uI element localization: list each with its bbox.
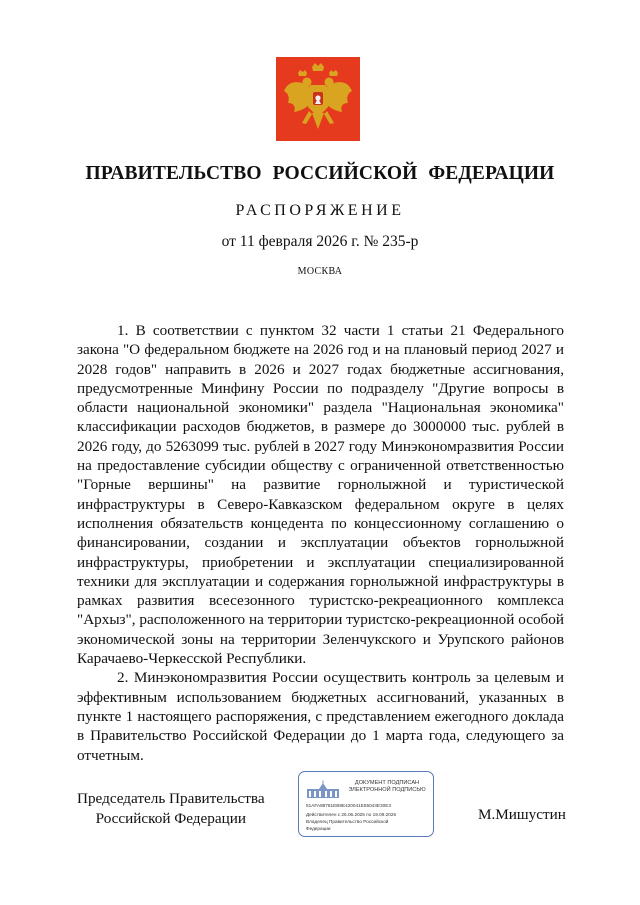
signatory-name: М.Мишустин — [478, 806, 566, 823]
stamp-owner-line2: Федерации — [306, 826, 331, 831]
stamp-building-icon — [305, 780, 341, 800]
stamp-owner-line1: Владелец Правительство Российской — [306, 819, 389, 824]
document-city: МОСКВА — [297, 266, 343, 277]
stamp-title-line1: ДОКУМЕНТ ПОДПИСАН — [354, 780, 420, 786]
stamp-certificate: 51AFA88781EB9E420041E55043E30E3 — [306, 803, 391, 808]
stamp-title — [343, 780, 431, 794]
government-title: ПРАВИТЕЛЬСТВО РОССИЙСКОЙ ФЕДЕРАЦИИ — [85, 163, 555, 184]
stamp-title-line2: ЭЛЕКТРОННОЙ ПОДПИСЬЮ — [348, 787, 426, 793]
document-type: РАСПОРЯЖЕНИЕ — [235, 202, 405, 219]
signatory-position-line1: Председатель Правительства — [77, 790, 265, 807]
paragraph-1: 1. В соответствии с пунктом 32 части 1 статьи 21 Федерального закона "О федеральном бюджете на 2026 год и на плановый период 2027 и 2028 годов" направить в 2026 и 2027 годах бюджетные ассигнования, предусмотренные Минфину России по подразделу "Другие вопросы в области национальной экономики" раздела "Национальная экономика" классификации расходов бюджетов, в размере до 3000000 тыс. рублей в 2026 году, до 5263099 тыс. рублей в 2027 году Минэкономразвития России на предоставление субсидии обществу с ограниченной ответственностью "Горные вершины" на развитие горнолыжной и туристической инфраструктуры в Северо-Кавказском федеральном округе в целях исполнения обязательств концедента по концессионному соглашению о финансировании, создании и эксплуатации объектов горнолыжной инфраструктуры, приобретении и эксплуатации специализированной техники для эксплуатации и содержания горнолыжной инфраструктуры в рамках развития всесезонного туристско-рекреационного комплекса "Архыз", расположенного на территории туристско-рекреационной особой экономической зоны на территории Зеленчукского и Урупского районов Карачаево-Черкесской Республики. — [77, 322, 564, 668]
coat-of-arms-emblem — [276, 57, 360, 141]
signatory-position-line2: Российской Федерации — [95, 809, 246, 827]
paragraph-2: 2. Минэкономразвития России осуществить контроль за целевым и эффективным использованием бюджетных ассигнований, указанных в пункте 1 настоящего распоряжения, с представлением ежегодного доклада в Правительство Российской Федерации до 1 марта года, следующего за отчетным. — [77, 669, 564, 764]
signatory-position — [77, 789, 265, 828]
stamp-validity: Действителен с 26.06.2025 по 19.09.2026 — [306, 812, 397, 817]
document-date-number: от 11 февраля 2026 г. № 235-р — [221, 233, 419, 250]
electronic-signature-stamp — [298, 771, 434, 837]
document-body — [77, 321, 564, 765]
